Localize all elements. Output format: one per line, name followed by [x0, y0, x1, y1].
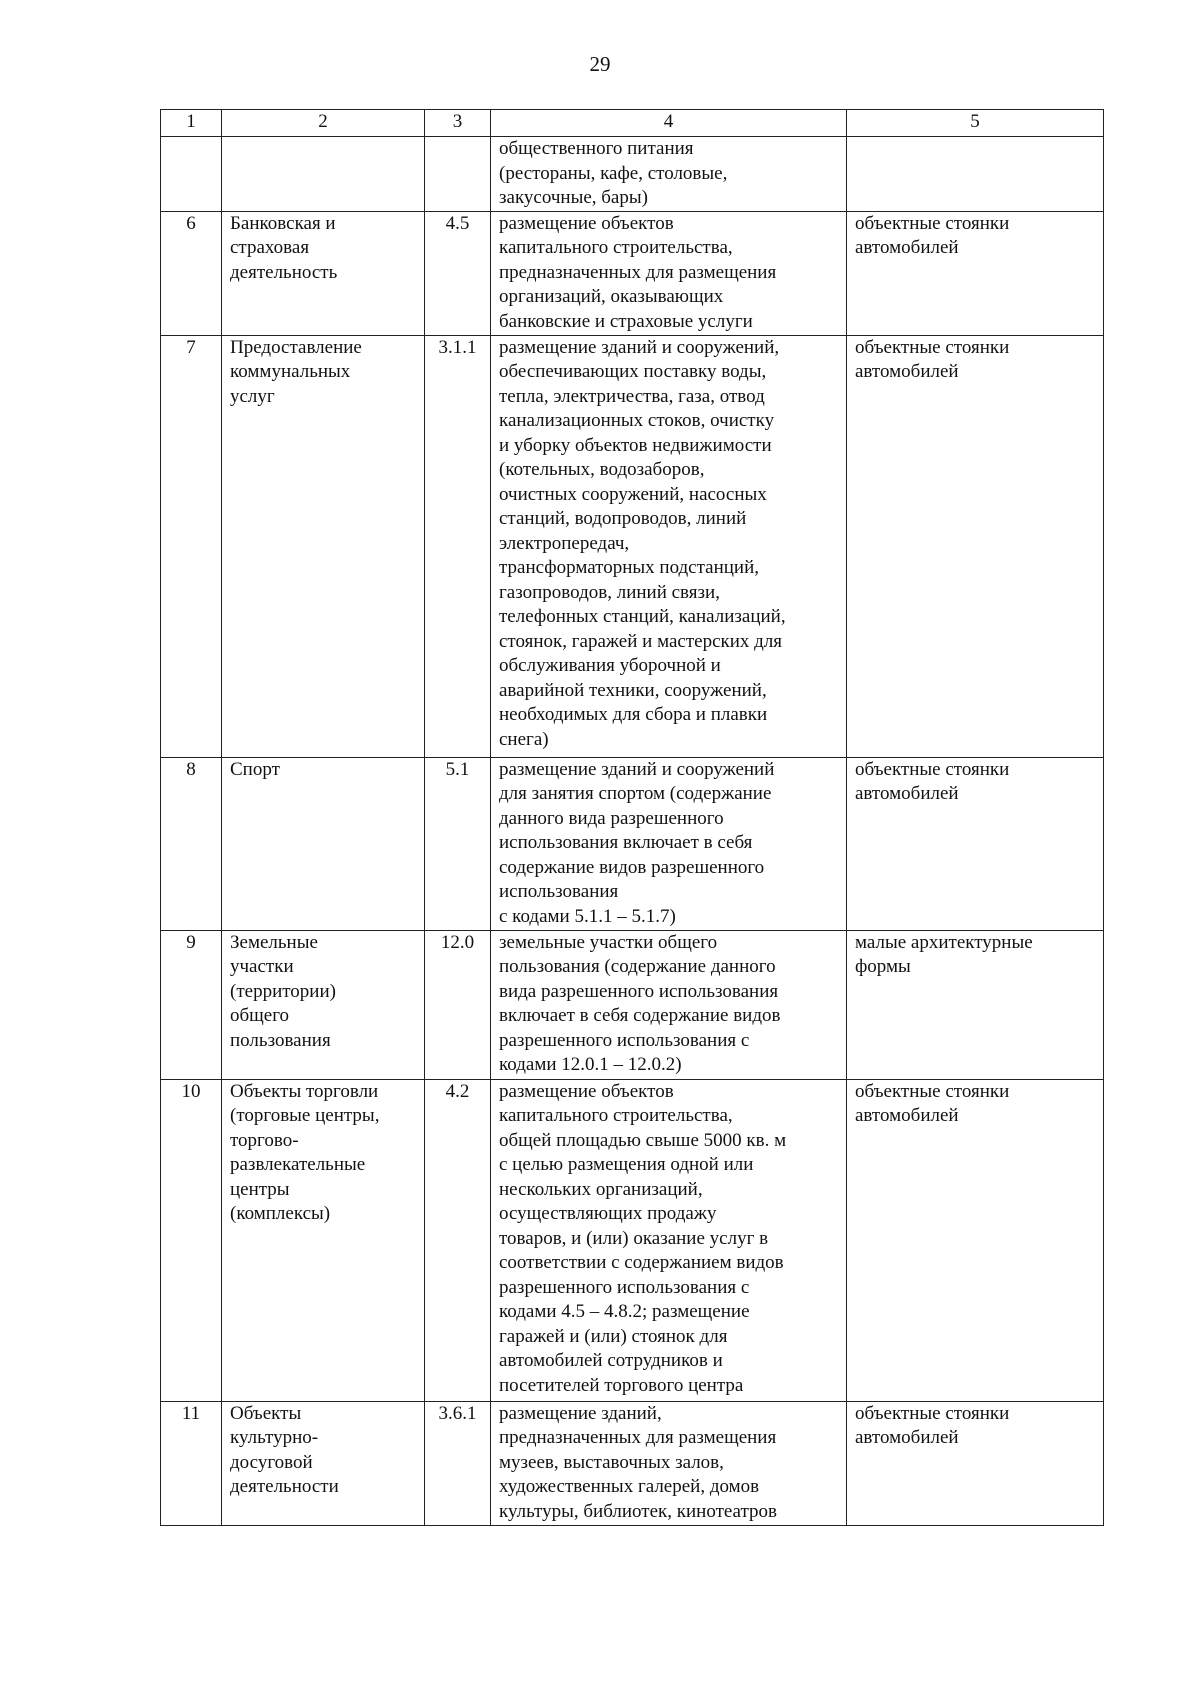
use-type-name: Предоставление коммунальных услуг [222, 335, 425, 757]
row-number: 8 [161, 757, 222, 930]
row-number: 9 [161, 930, 222, 1079]
auxiliary-use: объектные стоянки автомобилей [847, 1079, 1104, 1401]
use-type-code: 4.5 [425, 211, 491, 335]
use-type-name: Спорт [222, 757, 425, 930]
use-description: размещение зданий и сооружений для занятия спортом (содержание данного вида разрешенного использования включает в себя содержание видов разрешенного использования с кодами 5.1.1 – 5.1.7) [491, 757, 847, 930]
use-type-name [222, 137, 425, 212]
auxiliary-use [847, 137, 1104, 212]
row-number [161, 137, 222, 212]
use-description: земельные участки общего пользования (содержание данного вида разрешенного использования включает в себя содержание видов разрешенного использования с кодами 12.0.1 – 12.0.2) [491, 930, 847, 1079]
table-row [161, 930, 1104, 1079]
header-col-1: 1 [161, 110, 222, 137]
use-description: размещение объектов капитального строительства, предназначенных для размещения организаций, оказывающих банковские и страховые услуги [491, 211, 847, 335]
use-description: размещение зданий и сооружений, обеспечивающих поставку воды, тепла, электричества, газа, отвод канализационных стоков, очистку и уборку объектов недвижимости (котельных, водозаборов, очистных сооружений, насосных станций, водопроводов, линий электропередач, трансформаторных подстанций, газопроводов, линий связи, телефонных станций, канализаций, стоянок, гаражей и мастерских для обслуживания уборочной и аварийной техники, сооружений, необходимых для сбора и плавки снега) [491, 335, 847, 757]
use-type-name: Земельные участки (территории) общего пользования [222, 930, 425, 1079]
row-number: 11 [161, 1401, 222, 1525]
row-number: 7 [161, 335, 222, 757]
table-row [161, 757, 1104, 930]
use-type-code: 4.2 [425, 1079, 491, 1401]
header-col-2: 2 [222, 110, 425, 137]
header-col-4: 4 [491, 110, 847, 137]
use-type-code [425, 137, 491, 212]
use-type-name: Банковская и страховая деятельность [222, 211, 425, 335]
auxiliary-use: объектные стоянки автомобилей [847, 335, 1104, 757]
row-number: 6 [161, 211, 222, 335]
table-row [161, 1401, 1104, 1525]
header-col-5: 5 [847, 110, 1104, 137]
table-row [161, 1079, 1104, 1401]
use-type-name: Объекты культурно- досуговой деятельности [222, 1401, 425, 1525]
use-type-code: 12.0 [425, 930, 491, 1079]
use-type-code: 5.1 [425, 757, 491, 930]
auxiliary-use: малые архитектурные формы [847, 930, 1104, 1079]
use-type-code: 3.1.1 [425, 335, 491, 757]
table-row [161, 137, 1104, 212]
auxiliary-use: объектные стоянки автомобилей [847, 757, 1104, 930]
use-description: размещение объектов капитального строительства, общей площадью свыше 5000 кв. м с целью размещения одной или нескольких организаций, осуществляющих продажу товаров, и (или) оказание услуг в соответствии с содержанием видов разрешенного использования с кодами 4.5 – 4.8.2; размещение гаражей и (или) стоянок для автомобилей сотрудников и посетителей торгового центра [491, 1079, 847, 1401]
use-type-name: Объекты торговли (торговые центры, торгово- развлекательные центры (комплексы) [222, 1079, 425, 1401]
use-description: общественного питания (рестораны, кафе, столовые, закусочные, бары) [491, 137, 847, 212]
header-col-3: 3 [425, 110, 491, 137]
auxiliary-use: объектные стоянки автомобилей [847, 1401, 1104, 1525]
page-number: 29 [589, 52, 611, 76]
use-description: размещение зданий, предназначенных для размещения музеев, выставочных залов, художественных галерей, домов культуры, библиотек, кинотеатров [491, 1401, 847, 1525]
use-type-code: 3.6.1 [425, 1401, 491, 1525]
auxiliary-use: объектные стоянки автомобилей [847, 211, 1104, 335]
table-row [161, 335, 1104, 757]
row-number: 10 [161, 1079, 222, 1401]
table-header-row [161, 110, 1104, 137]
table-row [161, 211, 1104, 335]
land-use-table [160, 109, 1104, 1526]
